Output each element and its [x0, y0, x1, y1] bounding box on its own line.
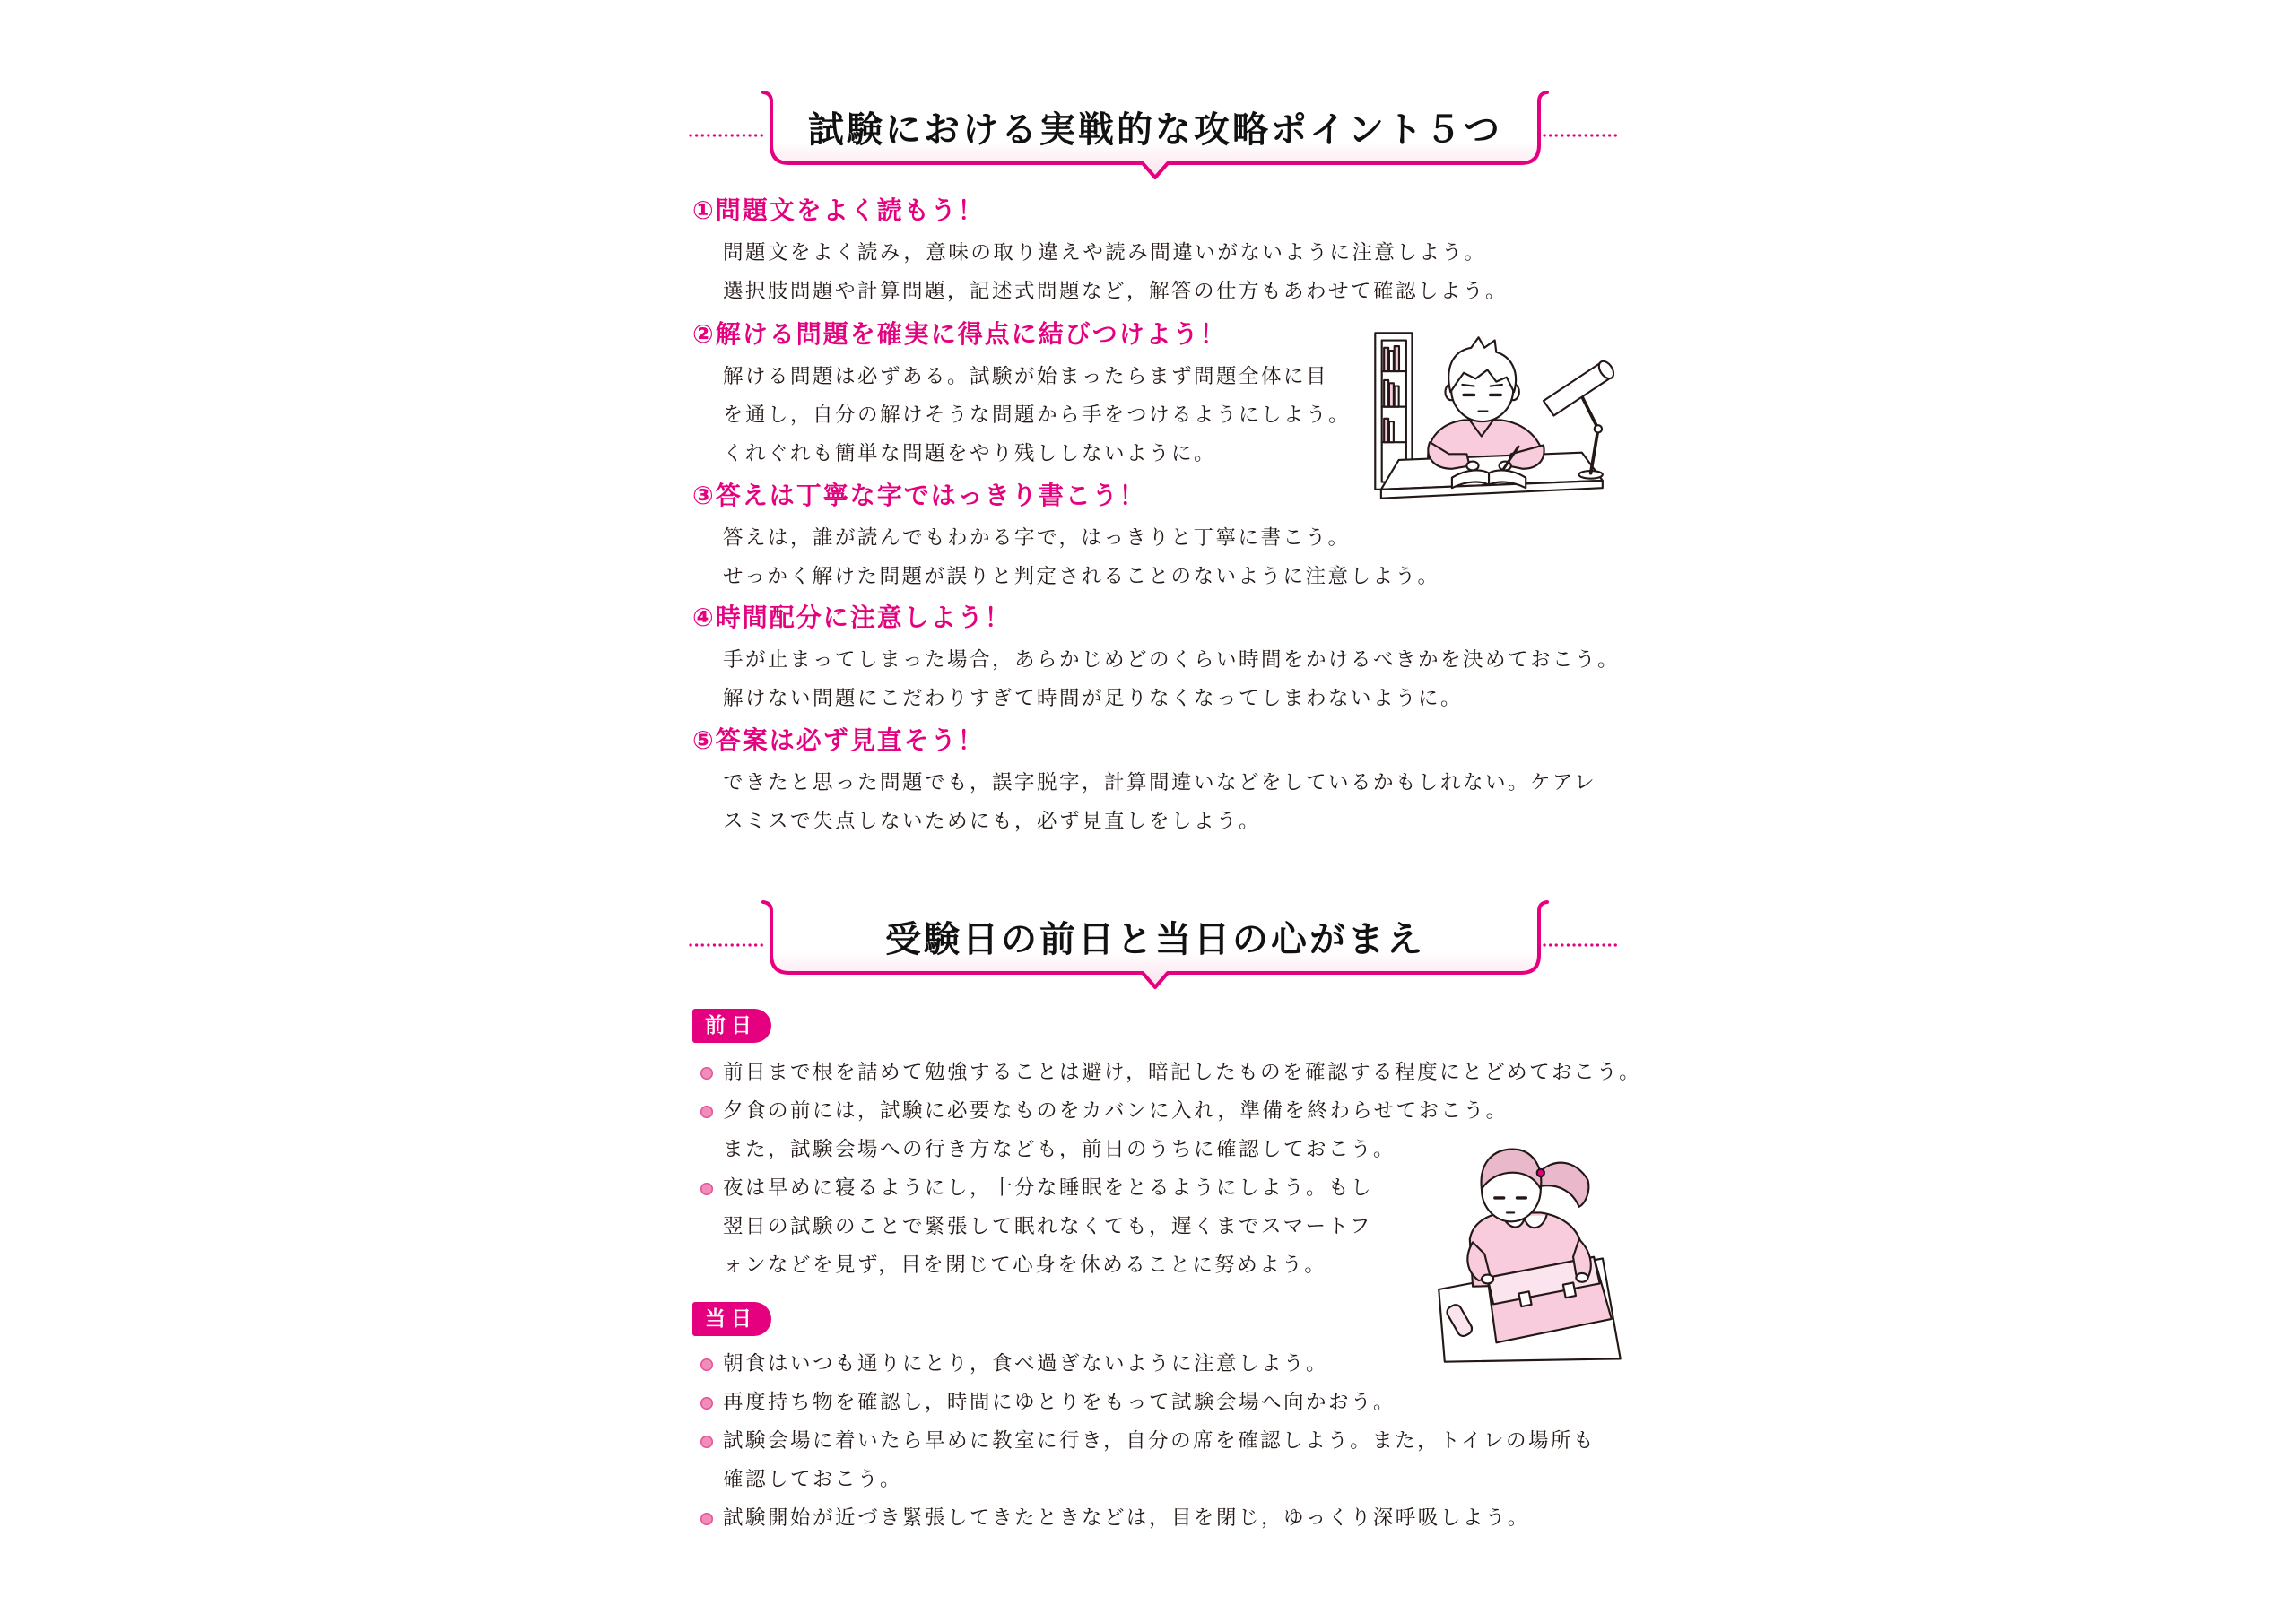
tip-text-line: できたと思った問題でも，誤字脱字，計算間違いなどをしているかもしれない。ケアレ	[723, 771, 1597, 794]
tip-text-line: 選択肢問題や計算問題，記述式問題など，解答の仕方もあわせて確認しよう。	[723, 280, 1509, 303]
tip-point-3	[692, 475, 1440, 596]
section-title: 受験日の前日と当日の心がまえ	[885, 919, 1425, 960]
list-text-line: 翌日の試験のことで緊張して眠れなくても，遅くまでスマートフ	[723, 1215, 1372, 1238]
bag-buckle	[1563, 1282, 1576, 1298]
tip-point-2	[692, 314, 1351, 473]
boy-hand	[1466, 462, 1478, 471]
tip-body	[723, 355, 1351, 473]
tip-text-line: 手が止まってしまった場合，あらかじめどのくらい時間をかけるべきかを決めておこう。	[723, 648, 1621, 672]
bullet-dot	[700, 1397, 713, 1410]
girl-hand	[1576, 1273, 1587, 1282]
bullet-dot	[700, 1358, 713, 1371]
ponytail	[1538, 1163, 1589, 1207]
book	[1389, 383, 1394, 406]
tip-text-line: スミスで失点しないためにも，必ず見直しをしよう。	[723, 810, 1262, 833]
girl-hand	[1482, 1275, 1493, 1284]
lamp-joint	[1595, 425, 1602, 432]
bag-buckle	[1518, 1291, 1531, 1306]
book	[1389, 351, 1394, 371]
tip-heading: ③答えは丁寧な字ではっきり書こう！	[692, 481, 1146, 510]
book	[1395, 346, 1399, 371]
tip-text-line: くれぐれも簡単な問題をやり残ししないように。	[723, 442, 1217, 465]
bullet-dot	[700, 1513, 713, 1525]
girl-packing-bag-illustration	[1431, 1143, 1623, 1365]
boy-head	[1445, 337, 1518, 421]
tip-heading: ①問題文をよく読もう！	[692, 195, 985, 225]
section-title: 試験における実戦的な攻略ポイント５つ	[808, 109, 1502, 151]
book	[1384, 419, 1388, 442]
bullet-dot	[700, 1183, 713, 1195]
exam-day-list	[692, 1345, 1596, 1538]
tip-text-line: 問題文をよく読み，意味の取り違えや読み間違いがないように注意しよう。	[723, 241, 1487, 265]
tip-text-line: を通し，自分の解けそうな問題から手をつけるようにしよう。	[723, 404, 1352, 427]
tip-heading: ②解ける問題を確実に得点に結びつけよう！	[692, 319, 1227, 349]
tip-point-4	[692, 597, 1620, 718]
list-item	[692, 1422, 1596, 1499]
tip-body	[723, 638, 1620, 718]
book	[1389, 421, 1394, 442]
tip-point-1	[692, 190, 1508, 311]
tip-body	[723, 516, 1440, 596]
tip-point-5	[692, 720, 1596, 841]
section-header-exam-tips	[682, 90, 1632, 188]
boy-studying-illustration	[1372, 330, 1614, 501]
hair-tie	[1537, 1169, 1544, 1176]
list-text-line: 確認しておこう。	[723, 1468, 903, 1491]
list-item	[692, 1384, 1596, 1422]
list-text-line: 試験開始が近づき緊張してきたときなどは，目を閉じ，ゆっくり深呼吸しよう。	[723, 1506, 1530, 1530]
book	[1395, 386, 1399, 407]
tip-text-line: 答えは，誰が読んでもわかる字で，はっきりと丁寧に書こう。	[723, 526, 1351, 550]
tip-heading: ⑤答案は必ず見直そう！	[692, 725, 985, 755]
bullet-dot	[700, 1106, 713, 1118]
list-text-line: 夜は早めに寝るようにし，十分な睡眠をとるようにしよう。もし	[723, 1176, 1374, 1200]
book	[1384, 348, 1388, 371]
list-text-line: 前日まで根を詰めて勉強することは避け，暗記したものを確認する程度にとどめておこう。	[723, 1061, 1642, 1084]
tip-text-line: 解けない問題にこだわりすぎて時間が足りなくなってしまわないように。	[723, 687, 1464, 710]
tip-heading: ④時間配分に注意しよう！	[692, 603, 1012, 632]
list-item	[692, 1499, 1596, 1538]
tip-body	[723, 231, 1508, 311]
list-text-line: また，試験会場への行き方なども，前日のうちに確認しておこう。	[723, 1138, 1396, 1161]
tip-text-line: 解ける問題は必ずある。試験が始まったらまず問題全体に目	[723, 365, 1329, 388]
list-text-line: 試験会場に着いたら早めに教室に行き，自分の席を確認しよう。また，トイレの場所も	[723, 1429, 1596, 1453]
list-item	[692, 1345, 1596, 1384]
tip-text-line: せっかく解けた問題が誤りと判定されることのないように注意しよう。	[723, 565, 1440, 588]
section-header-exam-days	[682, 899, 1632, 998]
list-text-line: 再度持ち物を確認し，時間にゆとりをもって試験会場へ向かおう。	[723, 1391, 1396, 1414]
day-before-tag: 前日	[692, 1009, 771, 1043]
list-text-line: 朝食はいつも通りにとり，食べ過ぎないように注意しよう。	[723, 1352, 1329, 1376]
book	[1384, 380, 1388, 407]
bullet-dot	[700, 1436, 713, 1448]
list-text-line: 夕食の前には，試験に必要なものをカバンに入れ，準備を終わらせておこう。	[723, 1099, 1509, 1123]
bullet-dot	[700, 1067, 713, 1080]
exam-day-tag: 当日	[692, 1302, 771, 1336]
list-text-line: ォンなどを見ず，目を閉じて心身を休めることに努めよう。	[723, 1254, 1327, 1277]
tip-body	[723, 761, 1596, 841]
list-item	[692, 1054, 1641, 1092]
